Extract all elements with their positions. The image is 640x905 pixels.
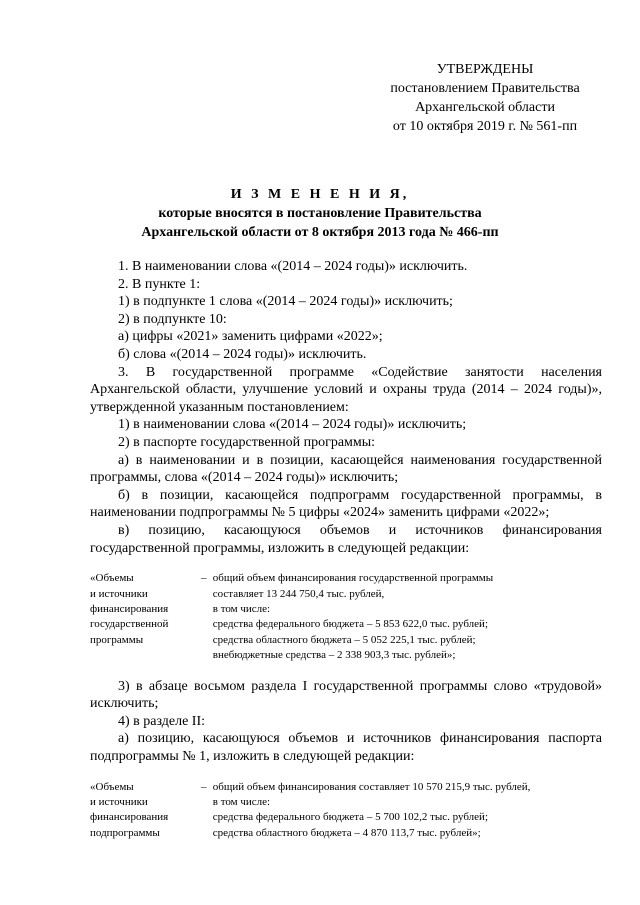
paragraph: б) слова «(2014 – 2024 годы)» исключить.: [118, 346, 367, 362]
document-title: [60, 185, 580, 242]
paragraph: а) в наименовании и в позиции, касающейся наименования государственной программы, слова «(2014 – 2024 годы)» исключить;: [90, 452, 602, 486]
title-heading: И З М Е Н Е Н И Я,: [230, 187, 410, 202]
title-line: Архангельской области от 8 октября 2013 года № 466-пп: [141, 225, 499, 240]
approval-line: постановлением Правительства: [390, 81, 580, 96]
approval-line: УТВЕРЖДЕНЫ: [436, 62, 534, 77]
paragraph: а) позицию, касающуюся объемов и источников финансирования паспорта подпрограммы № 1, изложить в следующей редакции:: [90, 731, 602, 764]
paragraph: а) цифры «2021» заменить цифрами «2022»;: [118, 329, 383, 345]
table-right-column: общий объем финансирования составляет 10 570 215,9 тыс. рублей, в том числе: средства федерального бюджета – 5 700 102,2 тыс. рублей; средства областного бюджета – 4 870 113,7 тыс. рублей»;: [212, 780, 531, 839]
paragraph: 1) в подпункте 1 слова «(2014 – 2024 годы)» исключить;: [118, 294, 453, 310]
paragraph: 4) в разделе II:: [118, 713, 206, 729]
table-dash: –: [201, 572, 207, 585]
paragraph: 1) в наименовании слова «(2014 – 2024 годы)» исключить;: [118, 417, 467, 433]
paragraph: 3) в абзаце восьмом раздела I государственной программы слово «трудовой» исключить;: [90, 678, 602, 712]
document-body: [90, 258, 602, 841]
approval-line: от 10 октября 2019 г. № 561-пп: [392, 119, 578, 134]
table-dash: –: [201, 780, 207, 793]
approval-line: Архангельской области: [415, 100, 555, 115]
paragraph: 2) в подпункте 10:: [118, 311, 227, 327]
paragraph: 2. В пункте 1:: [118, 276, 201, 292]
table-left-column: «Объемы и источники финансирования подпрограммы: [90, 780, 169, 839]
paragraph: в) позицию, касающуюся объемов и источников финансирования государственной программы, изложить в следующей редакции:: [90, 522, 602, 556]
table-left-column: «Объемы и источники финансирования государственной программы: [90, 572, 169, 646]
paragraph: 1. В наименовании слова «(2014 – 2024 годы)» исключить.: [118, 259, 468, 274]
title-line: которые вносятся в постановление Правительства: [158, 206, 482, 221]
financing-table-subprogram: [90, 780, 602, 842]
financing-table-program: [90, 571, 602, 663]
paragraph: б) в позиции, касающейся подпрограмм государственной программы, в наименовании подпрограммы № 5 цифры «2024» заменить цифрами «2022»;: [90, 487, 602, 521]
approval-stamp: [370, 60, 600, 136]
paragraph: 3. В государственной программе «Содействие занятости населения Архангельской области, улучшение условий и охраны труда (2014 – 2024 годы)», утвержденной указанным постановлением:: [90, 364, 602, 415]
table-right-column: общий объем финансирования государственной программы составляет 13 244 750,4 тыс. рублей, в том числе: средства федерального бюджета – 5 853 622,0 тыс. рублей; средства областного бюджета – 5 052 225,1 тыс. рублей; внебюджетные средства – 2 338 903,3 тыс. рублей»;: [212, 572, 494, 662]
paragraph: 2) в паспорте государственной программы:: [118, 434, 376, 450]
